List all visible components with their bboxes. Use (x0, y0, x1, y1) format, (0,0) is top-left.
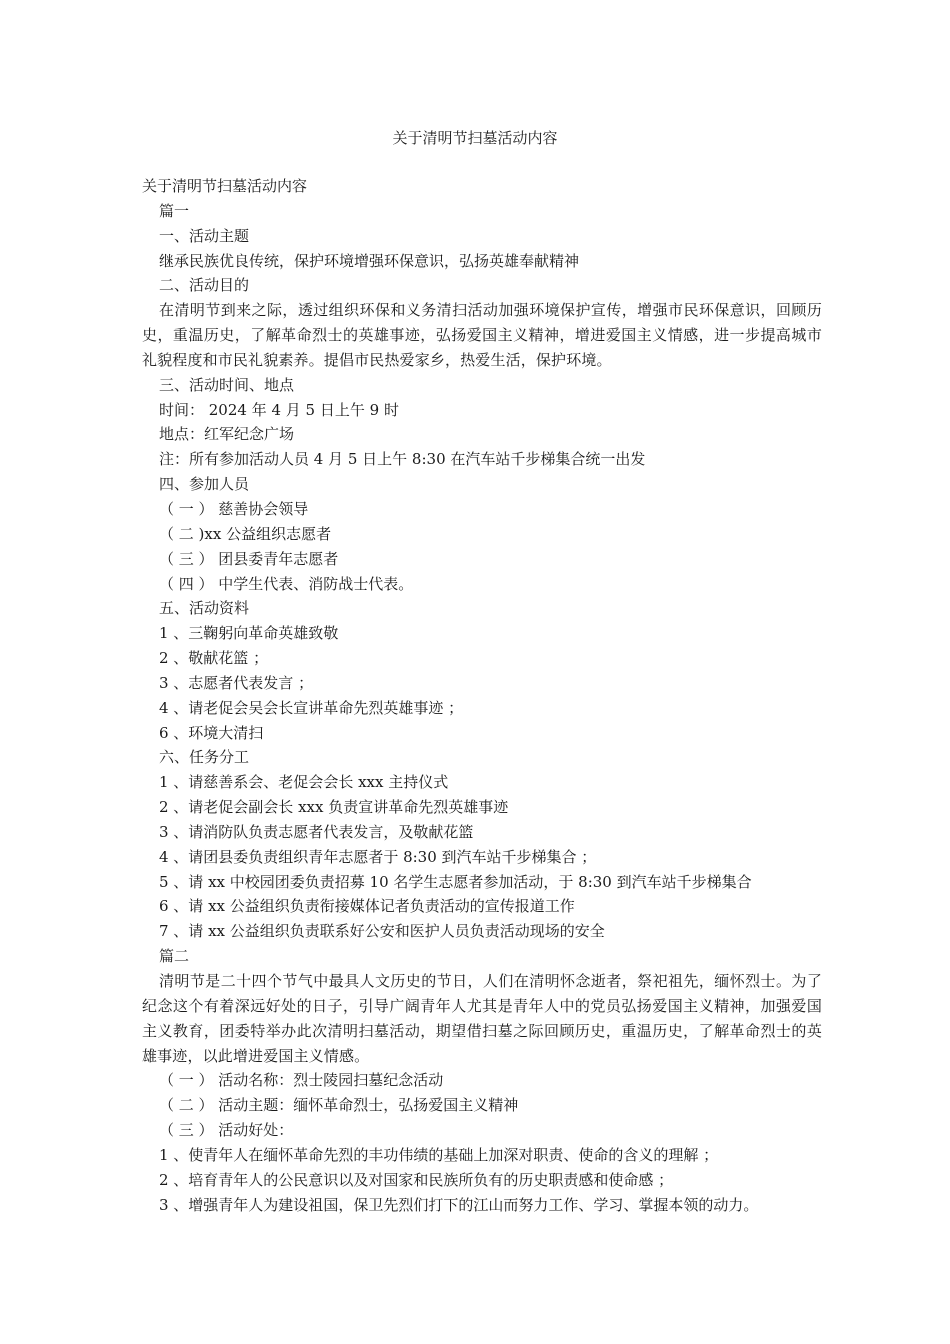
material-item: 1 、三鞠躬向革命英雄致敬 (159, 624, 339, 643)
task-item: 6 、请 xx 公益组织负责衔接媒体记者负责活动的宣传报道工作 (159, 897, 575, 916)
task-item: 1 、请慈善系会、老促会会长 xxx 主持仪式 (159, 773, 449, 792)
benefit-item: 2 、培育青年人的公民意识以及对国家和民族所负有的历史职责感和使命感 ； (159, 1170, 674, 1189)
participants-heading: 四、参加人员 (159, 475, 250, 494)
theme-text: 继承民族优良传统，保护环境增强环保意识，弘扬英雄奉献精神 (159, 251, 580, 270)
document-body (142, 174, 822, 1217)
material-item: 4 、请老促会吴会长宣讲革命先烈英雄事迹 ； (159, 698, 464, 717)
place-line: 地点：红军纪念广场 (159, 425, 295, 444)
part-one-label: 篇一 (159, 201, 190, 220)
materials-heading: 五、活动资料 (159, 599, 250, 618)
participant-item: （ 二 )xx 公益组织志愿者 (159, 524, 332, 543)
tasks-heading: 六、任务分工 (159, 748, 250, 767)
time-place-heading: 三、活动时间、地点 (159, 375, 295, 394)
note-line: 注：所有参加活动人员 4 月 5 日上午 8:30 在汽车站千步梯集合统一出发 (159, 450, 646, 469)
task-item: 2 、请老促会副会长 xxx 负责宣讲革命先烈英雄事迹 (159, 798, 509, 817)
activity-item: （ 二 ） 活动主题：缅怀革命烈士，弘扬爱国主义精神 (159, 1096, 519, 1115)
material-item: 3 、志愿者代表发言 ； (159, 673, 314, 692)
participant-item: （ 三 ） 团县委青年志愿者 (159, 549, 339, 568)
benefit-item: 1 、使青年人在缅怀革命先烈的丰功伟绩的基础上加深对职责、使命的含义的理解 ； (159, 1145, 719, 1164)
activity-item: （ 一 ） 活动名称：烈士陵园扫墓纪念活动 (159, 1071, 444, 1090)
activity-item: （ 三 ） 活动好处： (159, 1121, 294, 1140)
benefit-item: 3 、增强青年人为建设祖国，保卫先烈们打下的江山而努力工作、学习、掌握本领的动力。 (159, 1195, 759, 1214)
section-heading: 关于清明节扫墓活动内容 (142, 177, 308, 195)
purpose-paragraph: 在清明节到来之际，透过组织环保和义务清扫活动加强环境保护宣传，增强市民环保意识，回顾历史，重温历史，了解革命烈士的英雄事迹，弘扬爱国主义精神，增进爱国主义情感，进一步提高城市礼貌程度和市民礼貌素养。提倡市民热爱家乡，热爱生活，保护环境。 (142, 301, 822, 369)
time-line: 时间： 2024 年 4 月 5 日上午 9 时 (159, 400, 399, 419)
part-two-intro-paragraph: 清明节是二十四个节气中最具人文历史的节日，人们在清明怀念逝者，祭祀祖先，缅怀烈士。为了纪念这个有着深远好处的日子，引导广阔青年人尤其是青年人中的党员弘扬爱国主义精神，加强爱国主义教育，团委特举办此次清明扫墓活动，期望借扫墓之际回顾历史，重温历史，了解革命烈士的英雄事迹，以此增进爱国主义情感。 (142, 972, 822, 1065)
task-item: 7 、请 xx 公益组织负责联系好公安和医护人员负责活动现场的安全 (159, 922, 605, 941)
purpose-heading: 二、活动目的 (159, 276, 250, 295)
task-item: 5 、请 xx 中校园团委负责招募 10 名学生志愿者参加活动，于 8:30 到汽车站千步梯集合 (159, 872, 752, 891)
material-item: 6 、环境大清扫 (159, 723, 264, 742)
participant-item: （ 一 ） 慈善协会领导 (159, 499, 309, 518)
document-title: 关于清明节扫墓活动内容 (392, 129, 558, 147)
material-item: 2 、敬献花篮 ； (159, 649, 269, 668)
theme-heading: 一、活动主题 (159, 226, 250, 245)
task-item: 3 、请消防队负责志愿者代表发言，及敬献花篮 (159, 822, 474, 841)
participant-item: （ 四 ） 中学生代表、消防战士代表。 (159, 574, 414, 593)
part-two-label: 篇二 (159, 947, 190, 966)
task-item: 4 、请团县委负责组织青年志愿者于 8:30 到汽车站千步梯集合 ； (159, 847, 597, 866)
